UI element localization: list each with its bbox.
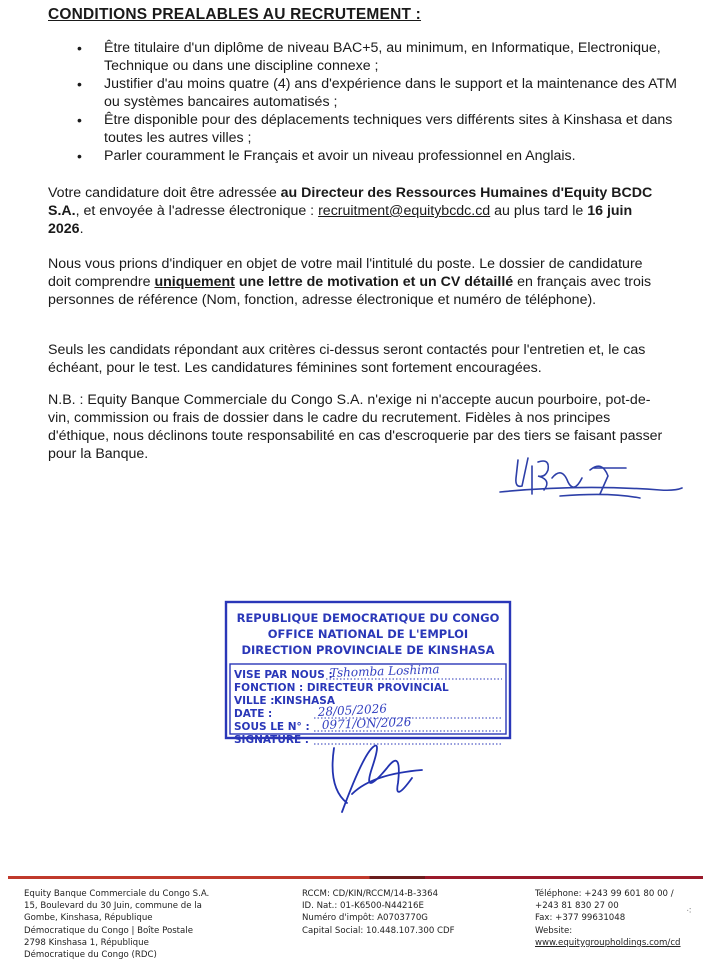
subject-text: Nous vous prions d'indiquer en objet de votre mail l'intitulé du poste. Le dossier de candidature doit comprendre <box>48 256 643 290</box>
requirements-list <box>48 40 678 167</box>
emphasis-only: uniquement <box>154 274 235 290</box>
application-text: , et envoyée à l'adresse électronique : <box>75 203 319 219</box>
list-item: • Être disponible pour des déplacements techniques vers différents sites à Kinshasa et dans toutes les autres villes ; <box>48 112 678 147</box>
scan-mark: ⁖ <box>686 906 692 917</box>
application-text: Votre candidature doit être adressée <box>48 185 281 201</box>
required-documents: une lettre de motivation et un CV détaillé <box>234 274 514 290</box>
footer-text: Equity Banque Commerciale du Congo S.A. <box>24 889 210 899</box>
footer-address <box>24 888 209 961</box>
stamp-value: KINSHASA <box>274 695 335 707</box>
list-item: • Justifier d'au moins quatre (4) ans d'expérience dans le support et la maintenance des ATM ou systèmes bancaires automatisés ; <box>48 76 678 111</box>
stamp-line: DIRECTION PROVINCIALE DE KINSHASA <box>241 643 495 657</box>
email-link[interactable]: recruitment@equitybcdc.cd <box>318 203 491 219</box>
footer-contact <box>535 888 681 949</box>
stamp-label: SOUS LE N° : <box>234 721 310 733</box>
recipient: au Directeur des Ressources Humaines d'Equity BCDC S.A. <box>48 185 653 219</box>
stamp-label: FONCTION : DIRECTEUR PROVINCIAL <box>234 682 449 694</box>
website-link[interactable]: www.equitygroupholdings.com/cd <box>535 937 681 948</box>
stamp-label: DATE : <box>234 708 273 720</box>
section-heading: CONDITIONS PREALABLES AU RECRUTEMENT : <box>48 6 422 23</box>
footer-text: Téléphone: +243 99 601 80 00 / <box>535 889 674 899</box>
signature-image <box>490 448 690 513</box>
application-paragraph <box>48 184 668 238</box>
footer-text: Démocratique du Congo | Boîte Postale <box>24 925 193 936</box>
stamp-label: SIGNATURE : <box>234 734 309 746</box>
stamp-line: REPUBLIQUE DEMOCRATIQUE DU CONGO <box>236 611 500 625</box>
footer-text: ID. Nat.: 01-K6500-N44216E <box>302 901 424 912</box>
footer-text: Fax: +377 99631048 <box>535 913 626 924</box>
stamp-line: OFFICE NATIONAL DE L'EMPLOI <box>267 627 469 641</box>
stamp-handwritten: 28/05/2026 <box>317 701 388 719</box>
application-text: . <box>79 221 84 237</box>
list-item: • Être titulaire d'un diplôme de niveau BAC+5, au minimum, en Informatique, Electronique, Technique ou dans une discipline connexe ; <box>48 40 678 75</box>
selection-paragraph: Seuls les candidats répondant aux critères ci-dessus seront contactés pour l'entretien et, le cas échéant, pour le test. Les candidatures féminines sont fortement encouragées. <box>48 342 646 376</box>
footer-divider <box>8 876 703 879</box>
footer-text: Gombe, Kinshasa, République <box>24 913 153 924</box>
footer-text: Démocratique du Congo (RDC) <box>24 950 157 961</box>
footer-text: RCCM: CD/KIN/RCCM/14-B-3364 <box>302 889 439 899</box>
footer-text: 2798 Kinshasa 1, République <box>24 937 149 948</box>
footer-text: Numéro d'impôt: A0703770G <box>302 913 428 924</box>
deadline: 16 juin 2026 <box>48 203 633 237</box>
footer-text: +243 81 830 27 00 <box>535 901 619 912</box>
stamp-handwritten: 0971/ON/2026 <box>321 714 412 732</box>
footer-text: Website: <box>535 925 573 936</box>
stamp-handwritten: Tshomba Loshima <box>329 662 440 680</box>
footer-registration <box>302 888 455 937</box>
application-text: au plus tard le <box>490 203 588 219</box>
subject-paragraph <box>48 255 668 309</box>
subject-text: en français avec trois personnes de référence (Nom, fonction, adresse électronique et numéro de téléphone). <box>48 274 652 308</box>
footer-text: Capital Social: 10.448.107.300 CDF <box>302 925 455 936</box>
footer-text: 15, Boulevard du 30 Juin, commune de la <box>24 901 202 912</box>
nb-paragraph: N.B. : Equity Banque Commerciale du Congo S.A. n'exige ni n'accepte aucun pourboire, pot-de-vin, commission ou frais de dossier dans le cadre du recrutement. Fidèles à nos principes d'éthique, nous déclinons toute responsabilité en cas d'escroquerie par des tiers se faisant passer pour la Banque. <box>48 392 663 462</box>
stamp-label: VILLE : <box>234 695 275 707</box>
stamp-label: VISE PAR NOUS : <box>234 669 333 681</box>
office-stamp <box>222 598 514 818</box>
list-item: • Parler couramment le Français et avoir un niveau professionnel en Anglais. <box>48 148 678 166</box>
